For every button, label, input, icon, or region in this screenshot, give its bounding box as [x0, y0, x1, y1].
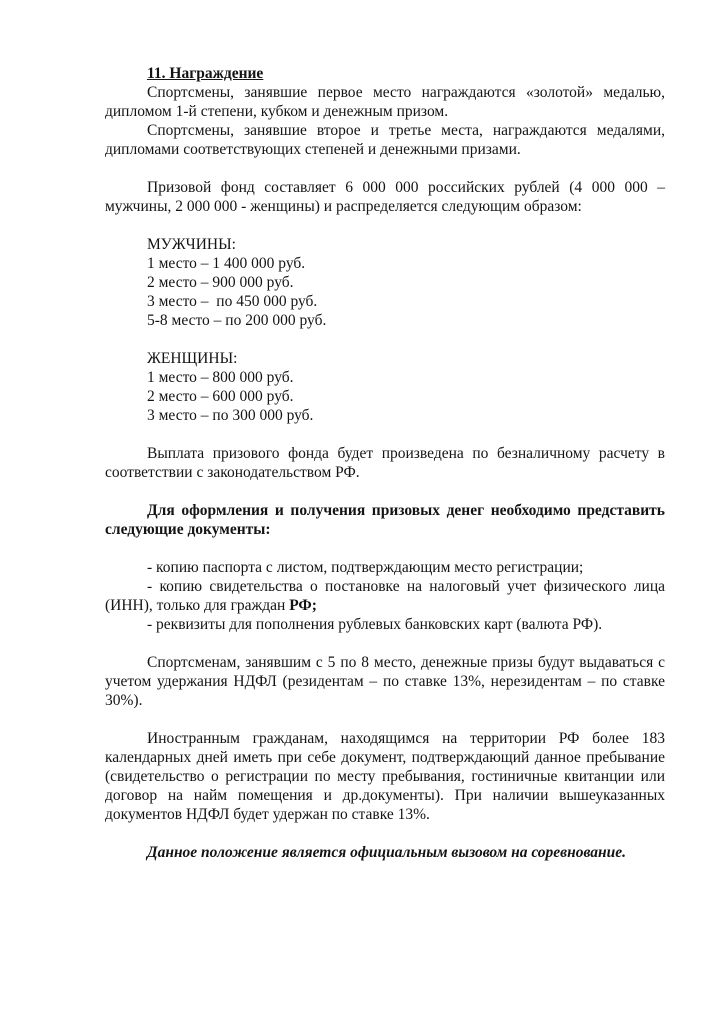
paragraph-official-invitation: Данное положение является официальным вызовом на соревнование.	[147, 844, 627, 861]
doc-item-inn-text: - копию свидетельства о постановке на налоговый учет физического лица (ИНН), только для граждан	[105, 578, 665, 614]
women-prize-line-1: 1 место – 800 000 руб.	[147, 369, 294, 386]
paragraph-ndfl-withholding: Спортсменам, занявшим с 5 по 8 место, денежные призы будут выдаваться с учетом удержания НДФЛ (резидентам – по ставке 13%, нерезидентам – по ставке 30%).	[105, 654, 665, 709]
paragraph-payment-method: Выплата призового фонда будет произведена по безналичному расчету в соответствии с законодательством РФ.	[105, 445, 665, 481]
paragraph-first-place-award: Спортсмены, занявшие первое место награждаются «золотой» медалью, дипломом 1-й степени, кубком и денежным призом.	[105, 84, 665, 120]
men-prize-line-1: 1 место – 1 400 000 руб.	[147, 255, 306, 272]
paragraph-second-third-award: Спортсмены, занявшие второе и третье места, награждаются медалями, дипломами соответствующих степеней и денежными призами.	[105, 122, 665, 158]
women-prizes-section	[105, 349, 665, 425]
doc-item-inn	[105, 577, 665, 615]
men-prizes-section	[105, 235, 665, 330]
paragraph-foreign-citizens: Иностранным гражданам, находящимся на территории РФ более 183 календарных дней иметь при себе документ, подтверждающий данное пребывание (свидетельство о регистрации по месту пребывания, гостиничные квитанции или договор на найм помещения и др.документы). При наличии вышеуказанных документов НДФЛ будет удержан по ставке 13%.	[105, 730, 665, 823]
men-prize-line-3: 3 место – по 450 000 руб.	[147, 293, 318, 310]
women-prize-line-3: 3 место – по 300 000 руб.	[147, 407, 314, 424]
women-prizes-title: ЖЕНЩИНЫ:	[147, 350, 238, 367]
doc-item-requisites: - реквизиты для пополнения рублевых банковских карт (валюта РФ).	[147, 616, 603, 633]
paragraph-required-documents-heading: Для оформления и получения призовых денег необходимо представить следующие документы:	[105, 502, 665, 538]
men-prize-line-4: 5-8 место – по 200 000 руб.	[147, 312, 327, 329]
doc-item-passport: - копию паспорта с листом, подтверждающим место регистрации;	[147, 559, 584, 576]
section-heading: 11. Награждение	[147, 65, 264, 82]
men-prize-line-2: 2 место – 900 000 руб.	[147, 274, 294, 291]
doc-item-inn-bold-suffix: РФ;	[289, 597, 317, 614]
paragraph-prize-fund: Призовой фонд составляет 6 000 000 российских рублей (4 000 000 – мужчины, 2 000 000 - женщины) и распределяется следующим образом:	[105, 179, 665, 215]
women-prize-line-2: 2 место – 600 000 руб.	[147, 388, 294, 405]
men-prizes-title: МУЖЧИНЫ:	[147, 236, 236, 253]
